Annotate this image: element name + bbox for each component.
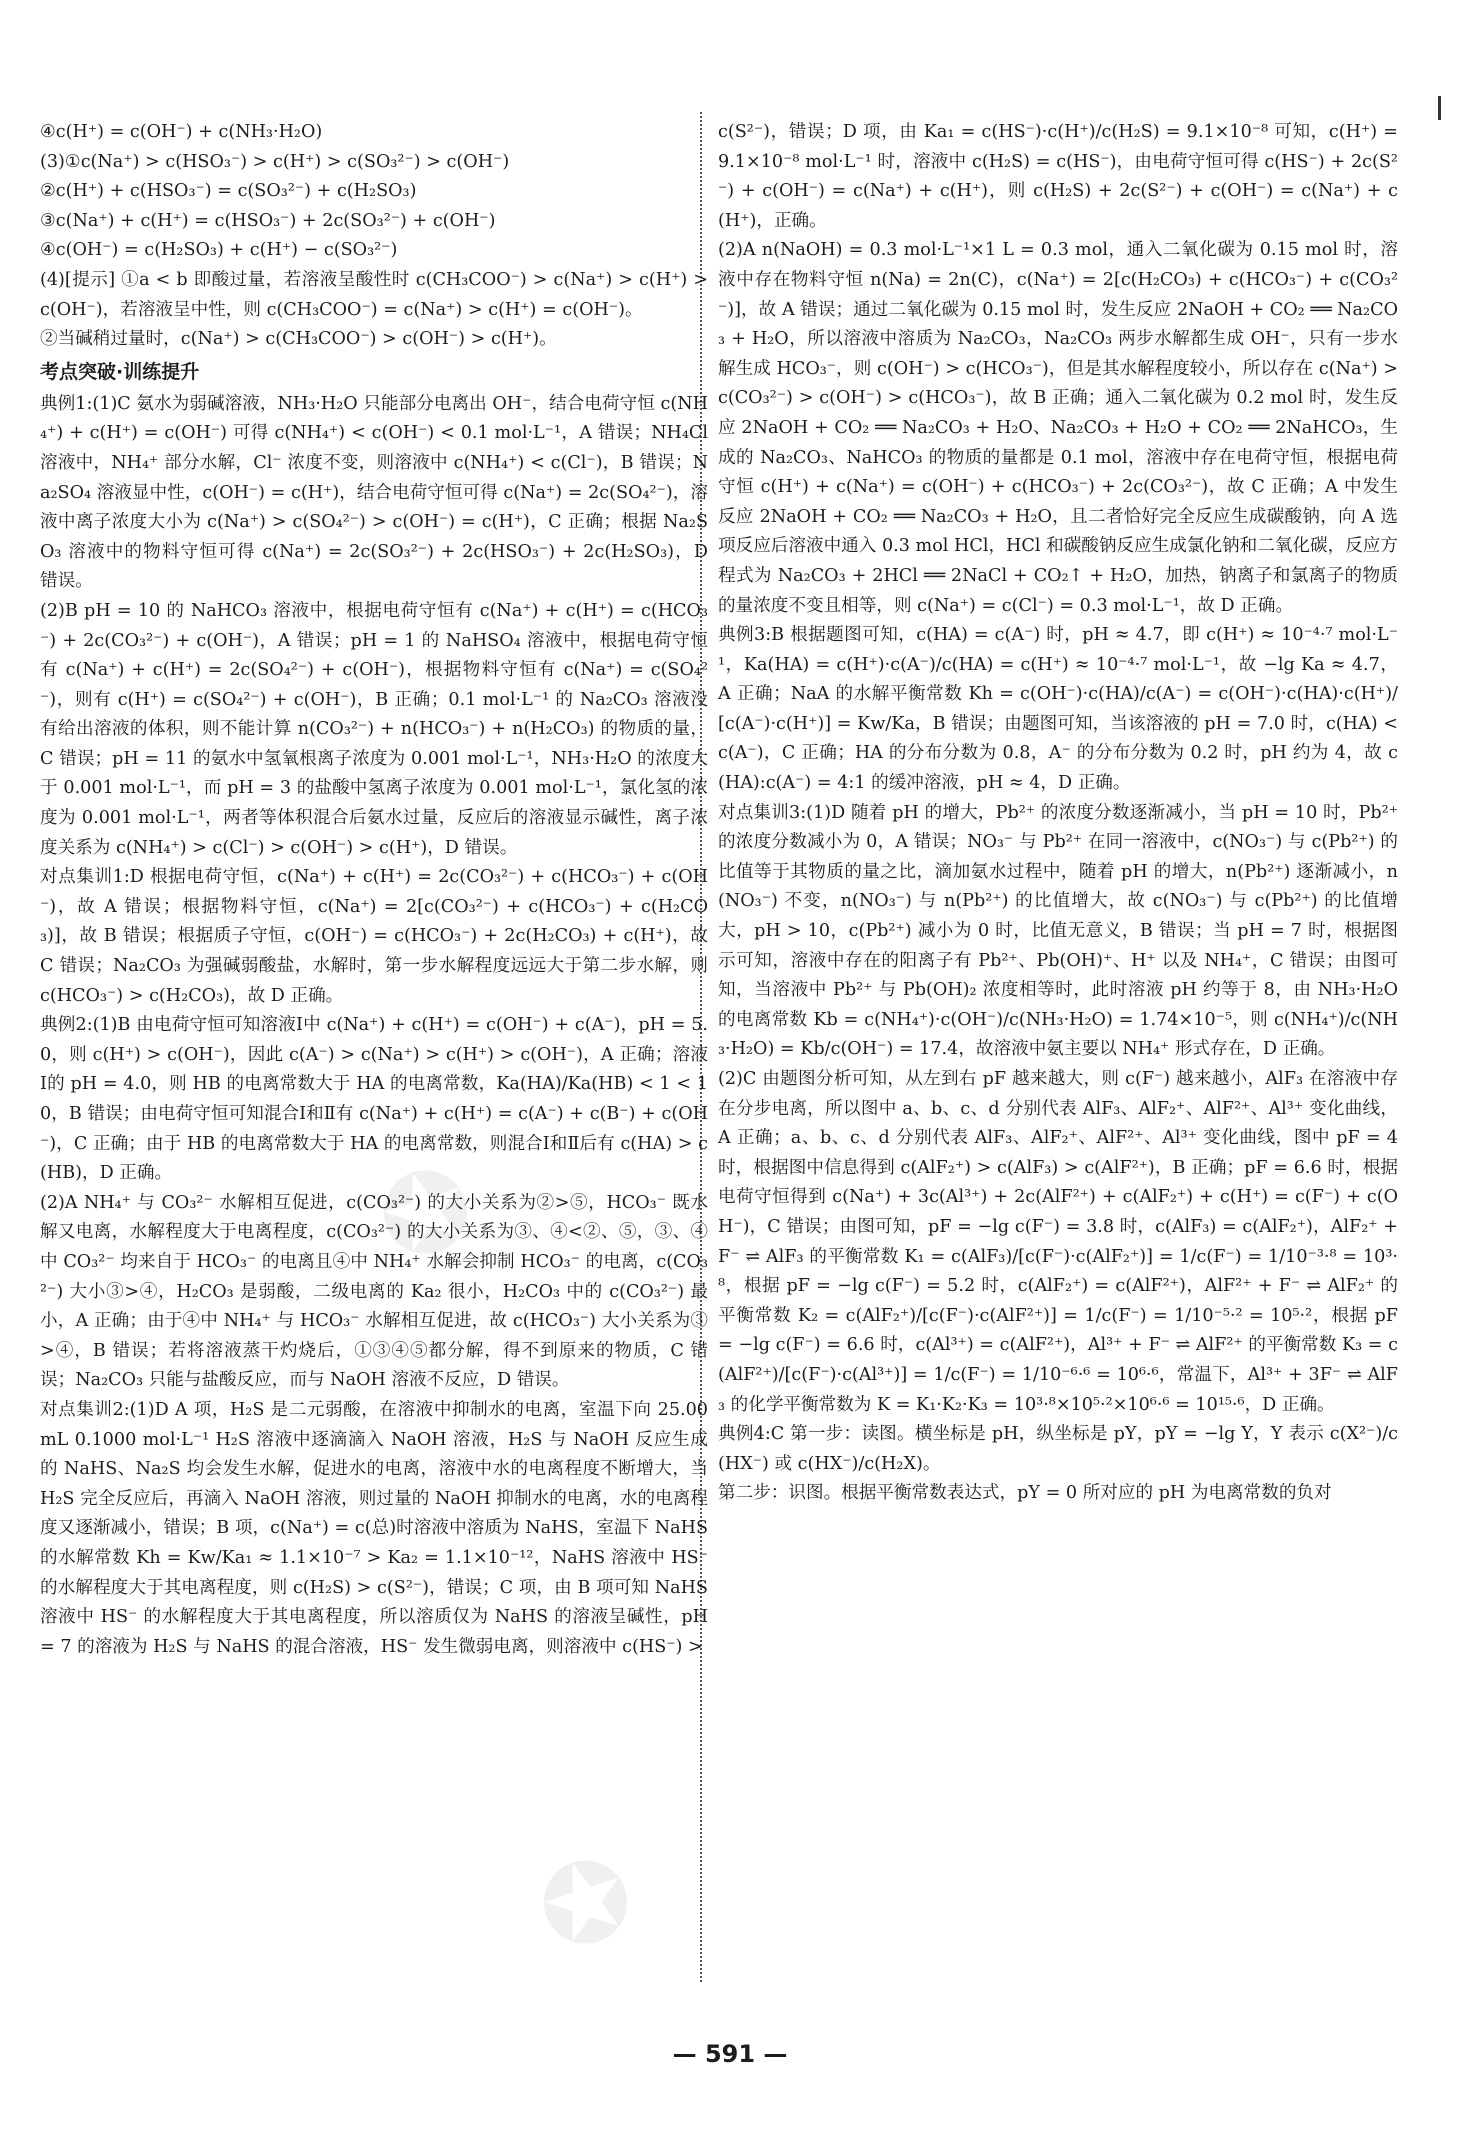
left-column xyxy=(40,118,708,1662)
answer-paragraph: 对点集训1:D 根据电荷守恒，c(Na⁺) + c(H⁺) = 2c(CO₃²⁻) + c(HCO₃⁻) + c(OH⁻)，故 A 错误；根据物料守恒，c(Na⁺) = 2[c(CO₃²⁻) + c(HCO₃⁻) + c(H₂CO₃)]，故 B 错误；根据质子守恒，c(OH⁻) = c(HCO₃⁻) + 2c(H₂CO₃) + c(H⁺)，故 C 错误；Na₂CO₃ 为强碱弱酸盐，水解时，第一步水解程度远远大于第二步水解，则 c(HCO₃⁻) > c(H₂CO₃)，故 D 正确。 xyxy=(40,867,708,1006)
page-number: — 591 — xyxy=(672,2040,788,2068)
answer-paragraph: (2)B pH = 10 的 NaHCO₃ 溶液中，根据电荷守恒有 c(Na⁺) + c(H⁺) = c(HCO₃⁻) + 2c(CO₃²⁻) + c(OH⁻)，A 错误；pH = 1 的 NaHSO₄ 溶液中，根据电荷守恒有 c(Na⁺) + c(H⁺) = 2c(SO₄²⁻) + c(OH⁻)，根据物料守恒有 c(Na⁺) = c(SO₄²⁻)，则有 c(H⁺) = c(SO₄²⁻) + c(OH⁻)，B 正确；0.1 mol·L⁻¹ 的 Na₂CO₃ 溶液没有给出溶液的体积，则不能计算 n(CO₃²⁻) + n(HCO₃⁻) + n(H₂CO₃) 的物质的量，C 错误；pH = 11 的氨水中氢氧根离子浓度为 0.001 mol·L⁻¹，NH₃·H₂O 的浓度大于 0.001 mol·L⁻¹，而 pH = 3 的盐酸中氢离子浓度为 0.001 mol·L⁻¹，氯化氢的浓度为 0.001 mol·L⁻¹，两者等体积混合后氨水过量，反应后的溶液显示碱性，离子浓度关系为 c(NH₄⁺) > c(Cl⁻) > c(OH⁻) > c(H⁺)，D 错误。 xyxy=(40,600,708,858)
answer-line: ③c(Na⁺) + c(H⁺) = c(HSO₃⁻) + 2c(SO₃²⁻) + c(OH⁻) xyxy=(40,210,496,231)
answer-paragraph: (2)C 由题图分析可知，从左到右 pF 越来越大，则 c(F⁻) 越来越小，AlF₃ 在溶液中存在分步电离，所以图中 a、b、c、d 分别代表 AlF₃、AlF₂⁺、AlF²⁺、Al³⁺ 变化曲线，A 正确；a、b、c、d 分别代表 AlF₃、AlF₂⁺、AlF²⁺、Al³⁺ 变化曲线，图中 pF = 4 时，根据图中信息得到 c(AlF₂⁺) > c(AlF₃) > c(AlF²⁺)，B 正确；pF = 6.6 时，根据电荷守恒得到 c(Na⁺) + 3c(Al³⁺) + 2c(AlF²⁺) + c(AlF₂⁺) + c(H⁺) = c(F⁻) + c(OH⁻)，C 错误；由图可知，pF = −lg c(F⁻) = 3.8 时，c(AlF₃) = c(AlF₂⁺)，AlF₂⁺ + F⁻ ⇌ AlF₃ 的平衡常数 K₁ = c(AlF₃)/[c(F⁻)·c(AlF₂⁺)] = 1/c(F⁻) = 1/10⁻³·⁸ = 10³·⁸，根据 pF = −lg c(F⁻) = 5.2 时，c(AlF₂⁺) = c(AlF²⁺)，AlF²⁺ + F⁻ ⇌ AlF₂⁺ 的平衡常数 K₂ = c(AlF₂⁺)/[c(F⁻)·c(AlF²⁺)] = 1/c(F⁻) = 1/10⁻⁵·² = 10⁵·²，根据 pF = −lg c(F⁻) = 6.6 时，c(Al³⁺) = c(AlF²⁺)，Al³⁺ + F⁻ ⇌ AlF²⁺ 的平衡常数 K₃ = c(AlF²⁺)/[c(F⁻)·c(Al³⁺)] = 1/c(F⁻) = 1/10⁻⁶·⁶ = 10⁶·⁶，常温下，Al³⁺ + 3F⁻ ⇌ AlF₃ 的化学平衡常数为 K = K₁·K₂·K₃ = 10³·⁸×10⁵·²×10⁶·⁶ = 10¹⁵·⁶，D 正确。 xyxy=(718,1069,1398,1415)
answer-paragraph: 典例4:C 第一步：读图。横坐标是 pH，纵坐标是 pY，pY = −lg Y，Y 表示 c(X²⁻)/c(HX⁻) 或 c(HX⁻)/c(H₂X)。 xyxy=(718,1424,1398,1474)
section-title: 考点突破·训练提升 xyxy=(40,360,200,383)
answer-paragraph: 典例3:B 根据题图可知，c(HA) = c(A⁻) 时，pH ≈ 4.7，即 c(H⁺) ≈ 10⁻⁴·⁷ mol·L⁻¹，Ka(HA) = c(H⁺)·c(A⁻)/c(HA) = c(H⁺) ≈ 10⁻⁴·⁷ mol·L⁻¹，故 −lg Ka ≈ 4.7，A 正确；NaA 的水解平衡常数 Kh = c(OH⁻)·c(HA)/c(A⁻) = c(OH⁻)·c(HA)·c(H⁺)/[c(A⁻)·c(H⁺)] = Kw/Ka，B 错误；由题图可知，当该溶液的 pH = 7.0 时，c(HA) < c(A⁻)，C 正确；HA 的分布分数为 0.8，A⁻ 的分布分数为 0.2 时，pH 约为 4，故 c(HA):c(A⁻) = 4:1 的缓冲溶液，pH ≈ 4，D 正确。 xyxy=(718,625,1398,794)
right-column xyxy=(718,118,1398,1509)
answer-paragraph: 对点集训3:(1)D 随着 pH 的增大，Pb²⁺ 的浓度分数逐渐减小，当 pH = 10 时，Pb²⁺ 的浓度分数减小为 0，A 错误；NO₃⁻ 与 Pb²⁺ 在同一溶液中，c(NO₃⁻) 与 c(Pb²⁺) 的比值等于其物质的量之比，滴加氨水过程中，随着 pH 的增大，n(Pb²⁺) 逐渐减小，n(NO₃⁻) 不变，n(NO₃⁻) 与 n(Pb²⁺) 的比值增大，故 c(NO₃⁻) 与 c(Pb²⁺) 的比值增大，pH > 10，c(Pb²⁺) 减小为 0 时，比值无意义，B 错误；当 pH = 7 时，根据图示可知，溶液中存在的阳离子有 Pb²⁺、Pb(OH)⁺、H⁺ 以及 NH₄⁺，C 错误；由图可知，当溶液中 Pb²⁺ 与 Pb(OH)₂ 浓度相等时，此时溶液 pH 约等于 8，由 NH₃·H₂O 的电离常数 Kb = c(NH₄⁺)·c(OH⁻)/c(NH₃·H₂O) = 1.74×10⁻⁵，则 c(NH₄⁺)/c(NH₃·H₂O) = Kb/c(OH⁻) = 17.4，故溶液中氨主要以 NH₄⁺ 形式存在，D 正确。 xyxy=(718,802,1398,1060)
answer-line: (3)①c(Na⁺) > c(HSO₃⁻) > c(H⁺) > c(SO₃²⁻) > c(OH⁻) xyxy=(40,151,510,172)
answer-paragraph: (4)[提示] ①a < b 即酸过量，若溶液呈酸性时 c(CH₃COO⁻) > c(Na⁺) > c(H⁺) > c(OH⁻)，若溶液呈中性，则 c(CH₃COO⁻) = c(Na⁺) > c(H⁺) = c(OH⁻)。 xyxy=(40,269,708,320)
answer-line: ②c(H⁺) + c(HSO₃⁻) = c(SO₃²⁻) + c(H₂SO₃) xyxy=(40,181,417,202)
answer-paragraph: 典例1:(1)C 氨水为弱碱溶液，NH₃·H₂O 只能部分电离出 OH⁻，结合电荷守恒 c(NH₄⁺) + c(H⁺) = c(OH⁻) 可得 c(NH₄⁺) < c(OH⁻) < 0.1 mol·L⁻¹，A 错误；NH₄Cl 溶液中，NH₄⁺ 部分水解，Cl⁻ 浓度不变，则溶液中 c(NH₄⁺) < c(Cl⁻)，B 错误；Na₂SO₄ 溶液显中性，c(OH⁻) = c(H⁺)，结合电荷守恒可得 c(Na⁺) = 2c(SO₄²⁻)，溶液中离子浓度大小为 c(Na⁺) > c(SO₄²⁻) > c(OH⁻) = c(H⁺)，C 正确；根据 Na₂SO₃ 溶液中的物料守恒可得 c(Na⁺) = 2c(SO₃²⁻) + 2c(HSO₃⁻) + 2c(H₂SO₃)，D 错误。 xyxy=(40,393,708,592)
edge-mark xyxy=(1438,96,1441,120)
answer-paragraph: 典例2:(1)B 由电荷守恒可知溶液Ⅰ中 c(Na⁺) + c(H⁺) = c(OH⁻) + c(A⁻)，pH = 5.0，则 c(H⁺) > c(OH⁻)，因此 c(A⁻) > c(Na⁺) > c(H⁺) > c(OH⁻)，A 正确；溶液Ⅰ的 pH = 4.0，则 HB 的电离常数大于 HA 的电离常数，Ka(HA)/Ka(HB) < 1 < 10，B 错误；由电荷守恒可知混合Ⅰ和Ⅱ有 c(Na⁺) + c(H⁺) = c(A⁻) + c(B⁻) + c(OH⁻)，C 正确；由于 HB 的电离常数大于 HA 的电离常数，则混合Ⅰ和Ⅱ后有 c(HA) > c(HB)，D 正确。 xyxy=(40,1015,708,1184)
answer-line: ④c(OH⁻) = c(H₂SO₃) + c(H⁺) − c(SO₃²⁻) xyxy=(40,240,398,261)
watermark-mark: ✪ xyxy=(522,1828,650,1980)
answer-paragraph: 对点集训2:(1)D A 项，H₂S 是二元弱酸，在溶液中抑制水的电离，室温下向 25.00 mL 0.1000 mol·L⁻¹ H₂S 溶液中逐滴滴入 NaOH 溶液，H₂S 与 NaOH 反应生成的 NaHS、Na₂S 均会发生水解，促进水的电离，溶液中水的电离程度不断增大，当 H₂S 完全反应后，再滴入 NaOH 溶液，则过量的 NaOH 抑制水的电离，水的电离程度又逐渐减小，错误；B 项，c(Na⁺) = c(总)时溶液中溶质为 NaHS，室温下 NaHS 的水解常数 Kh = Kw/Ka₁ ≈ 1.1×10⁻⁷ > Ka₂ = 1.1×10⁻¹²，NaHS 溶液中 HS⁻ 的水解程度大于其电离程度，则 c(H₂S) > c(S²⁻)，错误；C 项，由 B 项可知 NaHS 溶液中 HS⁻ 的水解程度大于其电离程度，所以溶质仅为 NaHS 的溶液呈碱性，pH = 7 的溶液为 H₂S 与 NaHS 的混合溶液，HS⁻ 发生微弱电离，则溶液中 c(HS⁻) > xyxy=(40,1399,708,1657)
answer-line: ④c(H⁺) = c(OH⁻) + c(NH₃·H₂O) xyxy=(40,122,323,142)
answer-paragraph: (2)A NH₄⁺ 与 CO₃²⁻ 水解相互促进，c(CO₃²⁻) 的大小关系为②>⑤，HCO₃⁻ 既水解又电离，水解程度大于电离程度，c(CO₃²⁻) 的大小关系为③、④<②、⑤，③、④中 CO₃²⁻ 均来自于 HCO₃⁻ 的电离且④中 NH₄⁺ 水解会抑制 HCO₃⁻ 的电离，c(CO₃²⁻) 大小③>④，H₂CO₃ 是弱酸，二级电离的 Ka₂ 很小，H₂CO₃ 中的 c(CO₃²⁻) 最小，A 正确；由于④中 NH₄⁺ 与 HCO₃⁻ 水解相互促进，故 c(HCO₃⁻) 大小关系为③>④，B 错误；若将溶液蒸干灼烧后，①③④⑤都分解，得不到原来的物质，C 错误；Na₂CO₃ 只能与盐酸反应，而与 NaOH 溶液不反应，D 错误。 xyxy=(40,1192,708,1391)
answer-paragraph: c(S²⁻)，错误；D 项，由 Ka₁ = c(HS⁻)·c(H⁺)/c(H₂S) = 9.1×10⁻⁸ 可知，c(H⁺) = 9.1×10⁻⁸ mol·L⁻¹ 时，溶液中 c(H₂S) = c(HS⁻)，由电荷守恒可得 c(HS⁻) + 2c(S²⁻) + c(OH⁻) = c(Na⁺) + c(H⁺)，则 c(H₂S) + 2c(S²⁻) + c(OH⁻) = c(Na⁺) + c(H⁺)，正确。 xyxy=(718,122,1398,231)
answer-paragraph: 第二步：识图。根据平衡常数表达式，pY = 0 所对应的 pH 为电离常数的负对 xyxy=(718,1483,1332,1504)
answer-paragraph: (2)A n(NaOH) = 0.3 mol·L⁻¹×1 L = 0.3 mol，通入二氧化碳为 0.15 mol 时，溶液中存在物料守恒 n(Na) = 2n(C)，c(Na⁺) = 2[c(H₂CO₃) + c(HCO₃⁻) + c(CO₃²⁻)]，故 A 错误；通过二氧化碳为 0.15 mol 时，发生反应 2NaOH + CO₂ ══ Na₂CO₃ + H₂O，所以溶液中溶质为 Na₂CO₃，Na₂CO₃ 两步水解都生成 OH⁻，只有一步水解生成 HCO₃⁻，则 c(OH⁻) > c(HCO₃⁻)，但是其水解程度较小，所以存在 c(Na⁺) > c(CO₃²⁻) > c(OH⁻) > c(HCO₃⁻)，故 B 正确；通入二氧化碳为 0.2 mol 时，发生反应 2NaOH + CO₂ ══ Na₂CO₃ + H₂O、Na₂CO₃ + H₂O + CO₂ ══ 2NaHCO₃，生成的 Na₂CO₃、NaHCO₃ 的物质的量都是 0.1 mol，溶液中存在电荷守恒，根据电荷守恒 c(H⁺) + c(Na⁺) = c(OH⁻) + c(HCO₃⁻) + 2c(CO₃²⁻)，故 C 正确；A 中发生反应 2NaOH + CO₂ ══ Na₂CO₃ + H₂O，且二者恰好完全反应生成碳酸钠，向 A 选项反应后溶液中通入 0.3 mol HCl，HCl 和碳酸钠反应生成氯化钠和二氧化碳，反应方程式为 Na₂CO₃ + 2HCl ══ 2NaCl + CO₂↑ + H₂O，加热，钠离子和氯离子的物质的量浓度不变且相等，则 c(Na⁺) = c(Cl⁻) = 0.3 mol·L⁻¹，故 D 正确。 xyxy=(718,240,1398,616)
answer-paragraph: ②当碱稍过量时，c(Na⁺) > c(CH₃COO⁻) > c(OH⁻) > c(H⁺)。 xyxy=(40,329,557,350)
watermark-mark: ✪ xyxy=(362,1138,490,1290)
